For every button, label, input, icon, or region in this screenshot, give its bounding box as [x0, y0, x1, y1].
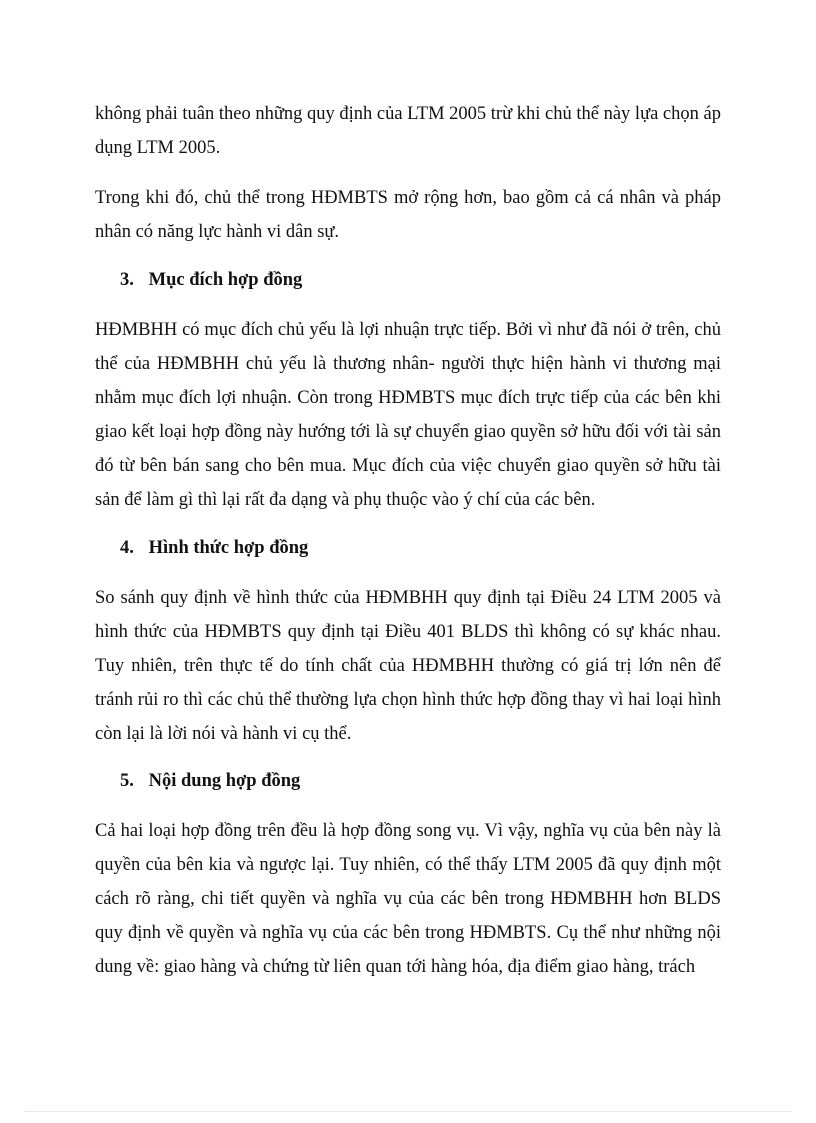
paragraph-contract-purpose: HĐMBHH có mục đích chủ yếu là lợi nhuận trực tiếp. Bởi vì như đã nói ở trên, chủ thể của HĐMBHH chủ yếu là thương nhân- người thực hiện hành vi thương mại nhằm mục đích lợi nhuận. Còn trong HĐMBTS mục đích trực tiếp của các bên khi giao kết loại hợp đồng này hướng tới là sự chuyển giao quyền sở hữu đối với tài sản đó từ bên bán sang cho bên mua. Mục đích của việc chuyển giao quyền sở hữu tài sản để làm gì thì lại rất đa dạng và phụ thuộc vào ý chí của các bên. [95, 320, 721, 510]
section-title: Nội dung hợp đồng [148, 771, 301, 791]
page-bottom-divider [24, 1111, 792, 1112]
section-heading-purpose [120, 263, 302, 297]
paragraph-hdmbts-subjects: Trong khi đó, chủ thể trong HĐMBTS mở rộng hơn, bao gồm cả cá nhân và pháp nhân có năng lực hành vi dân sự. [95, 188, 721, 242]
paragraph-ltm-applicability: không phải tuân theo những quy định của LTM 2005 trừ khi chủ thể này lựa chọn áp dụng LTM 2005. [95, 104, 721, 158]
section-title: Mục đích hợp đồng [148, 270, 303, 290]
section-heading-content [120, 764, 300, 798]
section-heading-form [120, 531, 308, 565]
paragraph-contract-form: So sánh quy định về hình thức của HĐMBHH quy định tại Điều 24 LTM 2005 và hình thức của HĐMBTS quy định tại Điều 401 BLDS thì không có sự khác nhau. Tuy nhiên, trên thực tế do tính chất của HĐMBHH thường có giá trị lớn nên để tránh rủi ro thì các chủ thể thường lựa chọn hình thức hợp đồng thay vì hai loại hình còn lại là lời nói và hành vi cụ thể. [95, 588, 721, 744]
section-number: 4. [120, 538, 134, 558]
section-title: Hình thức hợp đồng [148, 538, 309, 558]
section-number: 5. [120, 771, 134, 791]
paragraph-contract-content: Cả hai loại hợp đồng trên đều là hợp đồng song vụ. Vì vậy, nghĩa vụ của bên này là quyền của bên kia và ngược lại. Tuy nhiên, có thể thấy LTM 2005 đã quy định một cách rõ ràng, chi tiết quyền và nghĩa vụ của các bên trong HĐMBHH hơn BLDS quy định về quyền và nghĩa vụ của các bên trong HĐMBTS. Cụ thể như những nội dung về: giao hàng và chứng từ liên quan tới hàng hóa, địa điểm giao hàng, trách [95, 821, 721, 977]
section-number: 3. [120, 270, 134, 290]
